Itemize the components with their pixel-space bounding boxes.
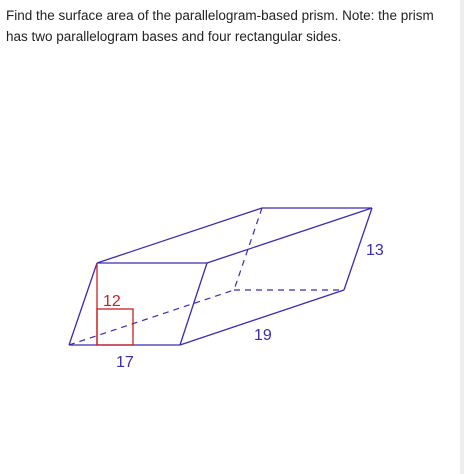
hidden-edge-lateral-bottom-left — [69, 290, 234, 345]
front-edge-left — [69, 263, 97, 345]
base-label: 17 — [116, 354, 134, 371]
length-label: 19 — [254, 327, 272, 344]
question-text: Find the surface area of the parallelogram-based prism. Note: the prism has two parallelogram bases and four rectangular sides. — [6, 8, 434, 44]
lateral-edge-top-left — [97, 208, 262, 263]
side-label: 13 — [366, 242, 384, 259]
height-label: 12 — [103, 293, 121, 310]
lateral-edge-top-right — [207, 208, 372, 263]
right-angle-marker — [97, 309, 133, 345]
front-edge-right — [180, 263, 207, 345]
